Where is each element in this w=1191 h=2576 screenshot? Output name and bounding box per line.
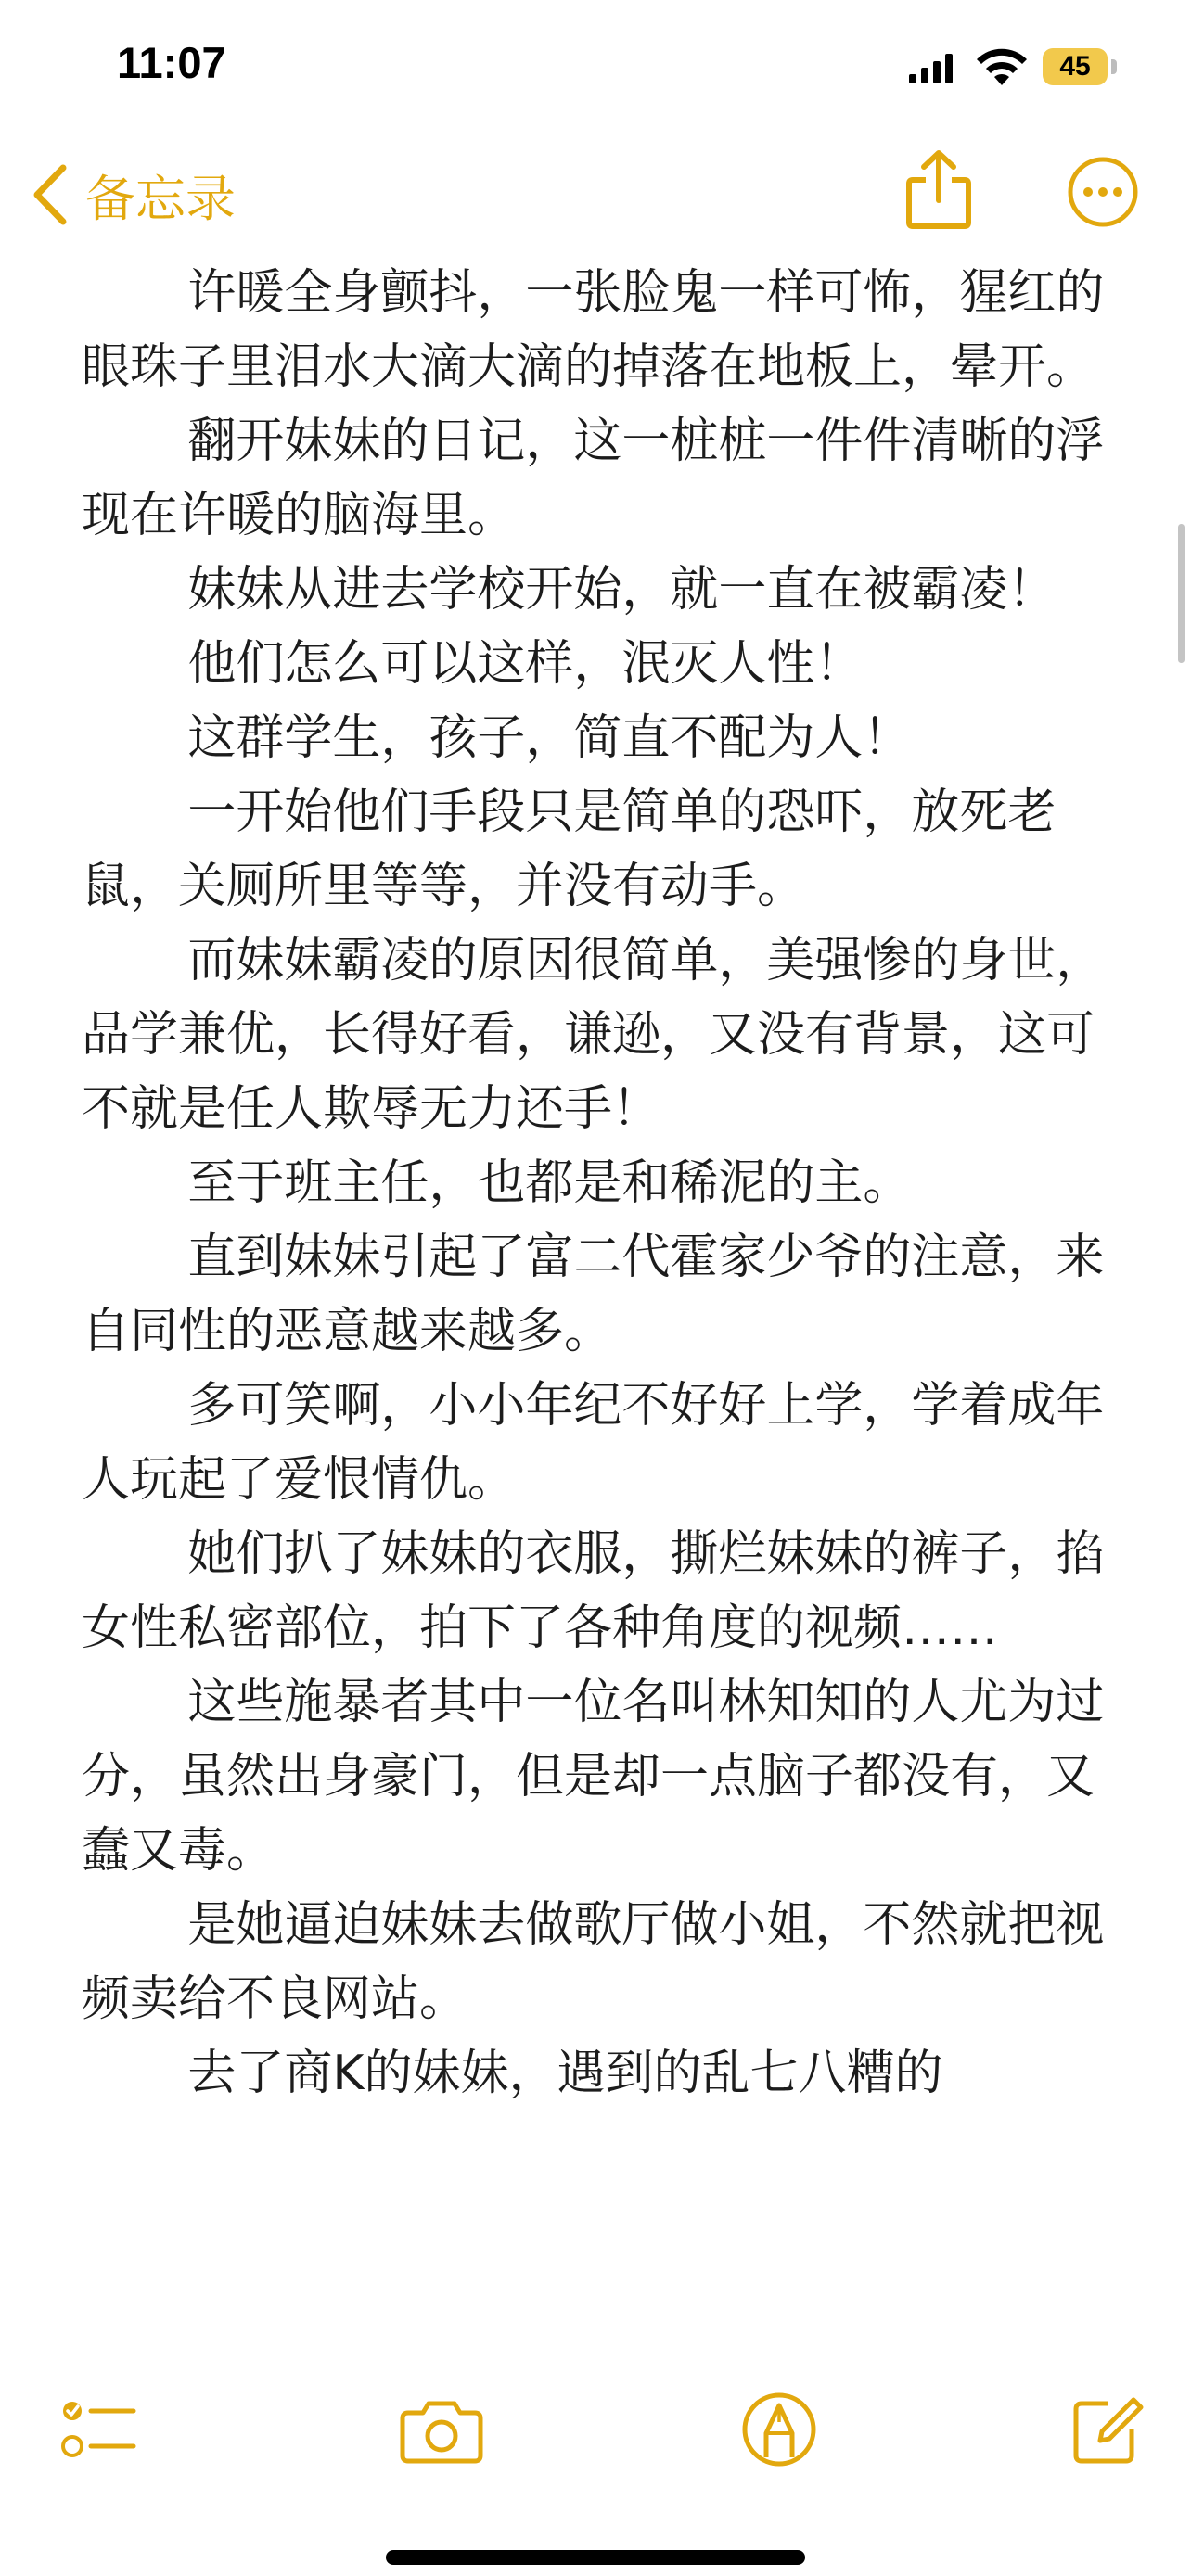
note-paragraph: 这些施暴者其中一位名叫林知知的人尤为过分，虽然出身豪门，但是却一点脑子都没有，又蠢又毒。 — [82, 1675, 1105, 1879]
note-paragraph: 是她逼迫妹妹去做歌厅做小姐，不然就把视频卖给不良网站。 — [82, 1897, 1105, 2027]
scroll-indicator[interactable] — [1178, 524, 1185, 663]
back-button-label: 备忘录 — [85, 169, 236, 228]
note-paragraph: 她们扒了妹妹的衣服，撕烂妹妹的裤子，掐女性私密部位，拍下了各种角度的视频…… — [82, 1526, 1105, 1656]
more-icon[interactable] — [1067, 156, 1139, 228]
home-indicator[interactable] — [386, 2550, 805, 2565]
note-paragraph: 妹妹从进去学校开始，就一直在被霸凌！ — [187, 562, 1057, 618]
note-paragraph: 许暖全身颤抖，一张脸鬼一样可怖，猩红的眼珠子里泪水大滴大滴的掉落在地板上，晕开。 — [82, 265, 1105, 395]
note-paragraph: 去了商K的妹妹，遇到的乱七八糟的 — [187, 2046, 943, 2101]
bottom-toolbar — [0, 2355, 1191, 2576]
note-paragraph: 翻开妹妹的日记，这一桩桩一件件清晰的浮现在许暖的脑海里。 — [82, 414, 1105, 543]
note-paragraph: 一开始他们手段只是简单的恐吓，放死老鼠，关厕所里等等，并没有动手。 — [82, 784, 1057, 914]
wifi-icon — [974, 46, 1030, 87]
status-bar — [0, 0, 1191, 139]
checklist-icon[interactable] — [59, 2391, 137, 2468]
navigation-bar — [0, 139, 1191, 250]
back-button[interactable] — [32, 158, 236, 232]
cellular-signal-icon — [909, 54, 954, 83]
share-icon[interactable] — [902, 148, 976, 232]
battery-nub — [1111, 59, 1117, 74]
chevron-left-icon — [32, 164, 69, 225]
note-paragraph: 至于班主任，也都是和稀泥的主。 — [187, 1155, 912, 1211]
note-paragraph: 而妹妹霸凌的原因很简单，美强惨的身世，品学兼优，长得好看，谦逊，又没有背景，这可不就是任人欺辱无力还手！ — [82, 933, 1105, 1137]
note-paragraph: 多可笑啊，小小年纪不好好上学，学着成年人玩起了爱恨情仇。 — [82, 1378, 1105, 1508]
battery-icon: 45 — [1043, 48, 1108, 85]
note-body[interactable] — [82, 256, 1121, 2111]
note-paragraph: 这群学生，孩子，简直不配为人！ — [187, 710, 912, 766]
compose-icon[interactable] — [1067, 2391, 1145, 2468]
camera-icon[interactable] — [399, 2391, 484, 2468]
note-paragraph: 直到妹妹引起了富二代霍家少爷的注意，来自同性的恶意越来越多。 — [82, 1230, 1105, 1359]
note-paragraph: 他们怎么可以这样，泯灭人性！ — [187, 636, 864, 692]
markup-pen-icon[interactable] — [740, 2391, 818, 2468]
status-time: 11:07 — [117, 38, 226, 87]
